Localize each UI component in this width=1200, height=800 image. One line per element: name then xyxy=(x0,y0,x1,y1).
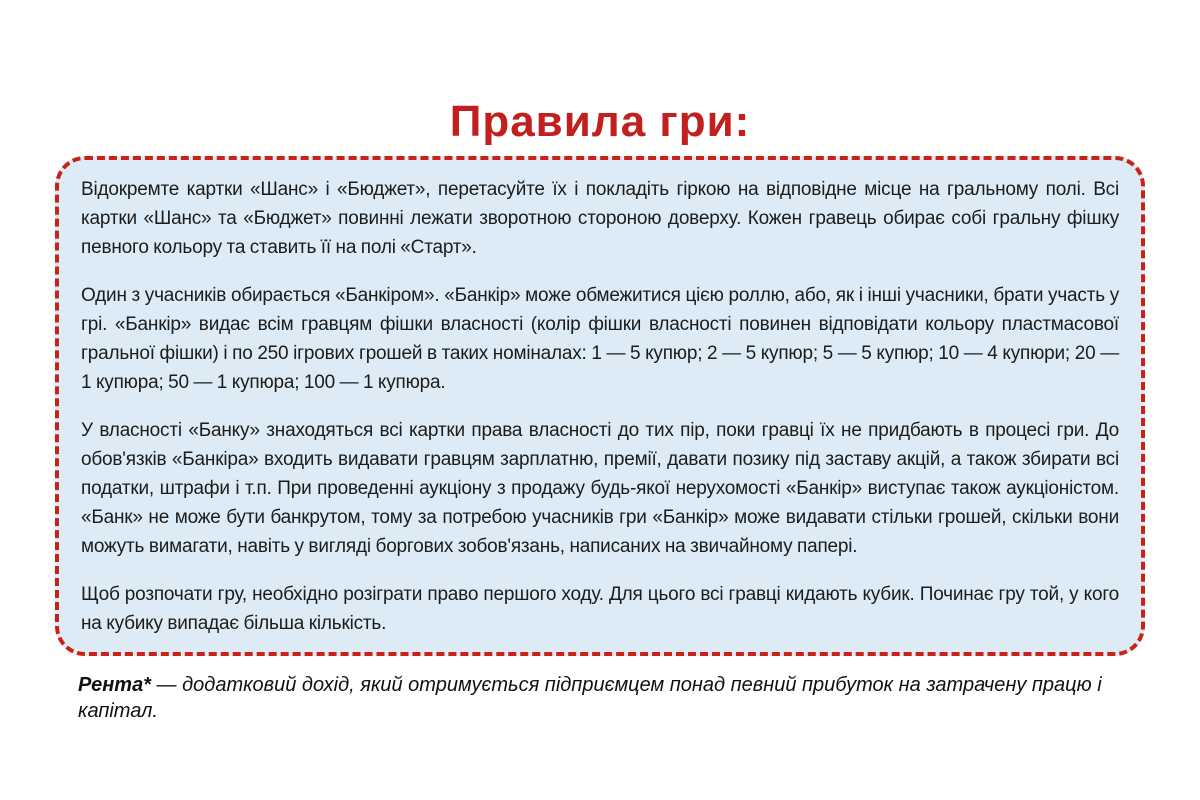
page-title: Правила гри: xyxy=(449,97,751,146)
rules-paragraph-banker: Один з учасників обирається «Банкіром». «Банкір» може обмежитися цією роллю, або, як і інші учасники, брати участь у грі. «Банкір» видає всім гравцям фішки власності (колір фішки власності повинен відповідати кольору пластмасової гральної фішки) і по 250 ігрових грошей в таких номіналах: 1 — 5 купюр; 2 — 5 купюр; 5 — 5 купюр; 10 — 4 купюри; 20 — 1 купюра; 50 — 1 купюра; 100 — 1 купюра. xyxy=(81,285,1119,393)
rules-paragraph-bank-duties: У власності «Банку» знаходяться всі картки права власності до тих пір, поки гравці їх не придбають в процесі гри. До обов'язків «Банкіра» входить видавати гравцям зарплатню, премії, давати позику під заставу акцій, а також збирати всі податки, штрафи і т.п. При проведенні аукціону з продажу будь-якої нерухомості «Банкір» виступає також аукціоністом. «Банк» не може бути банкрутом, тому за потребою учасників гри «Банкір» може видавати стільки грошей, скільки вони можуть вимагати, навіть у вигляді боргових зобов'язань, написаних на звичайному папері. xyxy=(81,420,1119,557)
rules-box xyxy=(55,156,1145,656)
rules-paragraph-setup: Відокремте картки «Шанс» і «Бюджет», перетасуйте їх і покладіть гіркою на відповідне місце на гральному полі. Всі картки «Шанс» та «Бюджет» повинні лежати зворотною стороною доверху. Кожен гравець обирає собі гральну фішку певного кольору та ставить її на полі «Старт». xyxy=(81,179,1119,258)
rules-paragraph-first-move: Щоб розпочати гру, необхідно розіграти право першого ходу. Для цього всі гравці кидають кубик. Починає гру той, у кого на кубику випадає більша кількість. xyxy=(81,584,1119,634)
footnote xyxy=(78,672,1138,724)
footnote-term: Рента* xyxy=(78,674,151,696)
footnote-definition: — додатковий дохід, який отримується підприємцем понад певний прибуток на затрачену працю і капітал. xyxy=(78,674,1102,722)
